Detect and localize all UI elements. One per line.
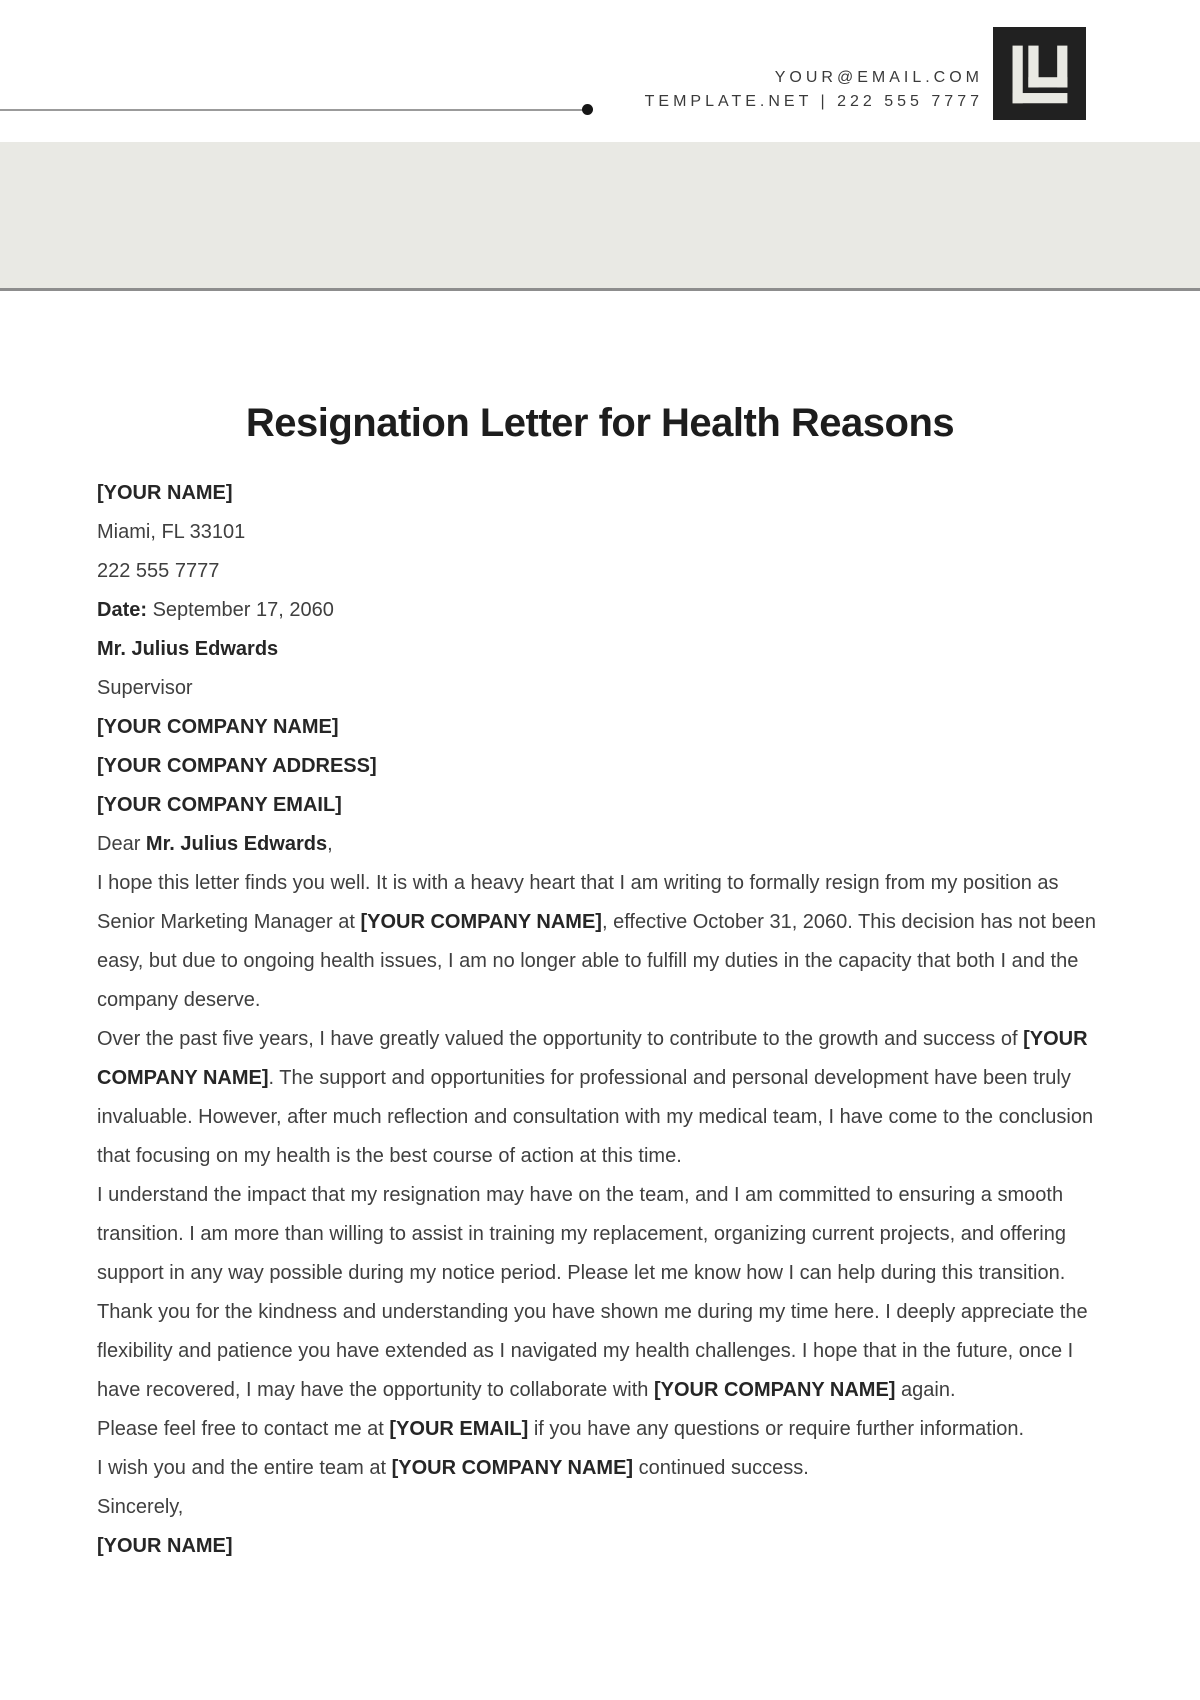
letter-paragraph [97,513,1103,552]
letter-text: I understand the impact that my resignation may have on the team, and I am committed to ensuring a smooth transition. I am more than willing to assist in training my replacement, organizing current projects, and offering support in any way possible during my notice period. Please let me know how I can help during this transition. [97,1184,1066,1284]
letter-paragraph [97,864,1103,1020]
letter-text: Dear [97,833,146,855]
letter-bold-text: [YOUR NAME] [97,1535,233,1557]
letter-bold-text: [YOUR COMPANY ADDRESS] [97,755,377,777]
letter-body [97,474,1103,1566]
letter-bold-text: [YOUR COMPANY NAME] [653,1379,896,1401]
letter-text: , [327,833,333,855]
letter-bold-text: Mr. Julius Edwards [145,833,328,855]
contact-email: YOUR@EMAIL.COM [774,69,983,86]
letter-text: Thank you for the kindness and understanding you have shown me during my time here. I deeply appreciate the flexibility and patience you have extended as I navigated my health challenges. I hope that in the future, once I have recovered, I may have the opportunity to collaborate with [97,1301,1088,1401]
letter-bold-text: [YOUR COMPANY NAME] [97,716,339,738]
contact-site-phone: TEMPLATE.NET | 222 555 7777 [644,93,983,110]
top-header [0,0,1200,142]
page-title: Resignation Letter for Health Reasons [245,401,955,445]
letter-paragraph [97,669,1103,708]
letter-text: I wish you and the entire team at [97,1457,392,1479]
letter-text: 222 555 7777 [97,560,220,582]
header-band [0,142,1200,291]
letter-paragraph [97,747,1103,786]
letter-bold-text: [YOUR COMPANY NAME] [360,911,602,933]
letter-paragraph [97,825,1103,864]
header-rule-dot [582,104,593,115]
letter-paragraph [97,786,1103,825]
lu-monogram-icon [993,27,1086,120]
letter-paragraph [97,474,1103,513]
header-right [645,27,1086,120]
letter-text: . The support and opportunities for professional and personal development have been truly invaluable. However, after much reflection and consultation with my medical team, I have come to the conclusion that focusing on my health is the best course of action at this time. [97,1067,1094,1167]
letter-paragraph [97,1176,1103,1293]
letter-paragraph [97,1449,1103,1488]
letter-text: again. [895,1379,956,1401]
letter-paragraph [97,552,1103,591]
letter-text: Miami, FL 33101 [97,521,246,543]
letter-paragraph [97,1020,1103,1176]
letter-bold-text: [YOUR NAME] [97,482,233,504]
letter-paragraph [97,1488,1103,1527]
letter-bold-text: [YOUR COMPANY NAME] [97,1028,1088,1089]
contact-block [645,66,983,114]
letter-text: Over the past five years, I have greatly valued the opportunity to contribute to the growth and success of [97,1028,1024,1050]
letter-paragraph [97,630,1103,669]
letter-bold-text: Date: [97,599,148,621]
letter-bold-text: Mr. Julius Edwards [97,638,279,660]
letter-text: I hope this letter finds you well. It is with a heavy heart that I am writing to formally resign from my position as Senior Marketing Manager at [97,872,1059,933]
letter-text: if you have any questions or require further information. [528,1418,1025,1440]
letter-text: Supervisor [97,677,193,699]
letter-text: Please feel free to contact me at [97,1418,390,1440]
letter-bold-text: [YOUR COMPANY NAME] [391,1457,634,1479]
letter-bold-text: [YOUR EMAIL] [389,1418,529,1440]
header-rule [0,109,583,111]
letter-paragraph [97,1527,1103,1566]
letter-paragraph [97,1410,1103,1449]
letter-paragraph [97,1293,1103,1410]
letter-paragraph [97,591,1103,630]
letter-text: continued success. [633,1457,809,1479]
letter-text: , effective October 31, 2060. This decision has not been easy, but due to ongoing health issues, I am no longer able to fulfill my duties in the capacity that both I and the company deserve. [97,911,1096,1011]
letter-bold-text: [YOUR COMPANY EMAIL] [97,794,342,816]
letter-text: September 17, 2060 [147,599,334,621]
letter-text: Sincerely, [97,1496,184,1518]
letter-paragraph [97,708,1103,747]
